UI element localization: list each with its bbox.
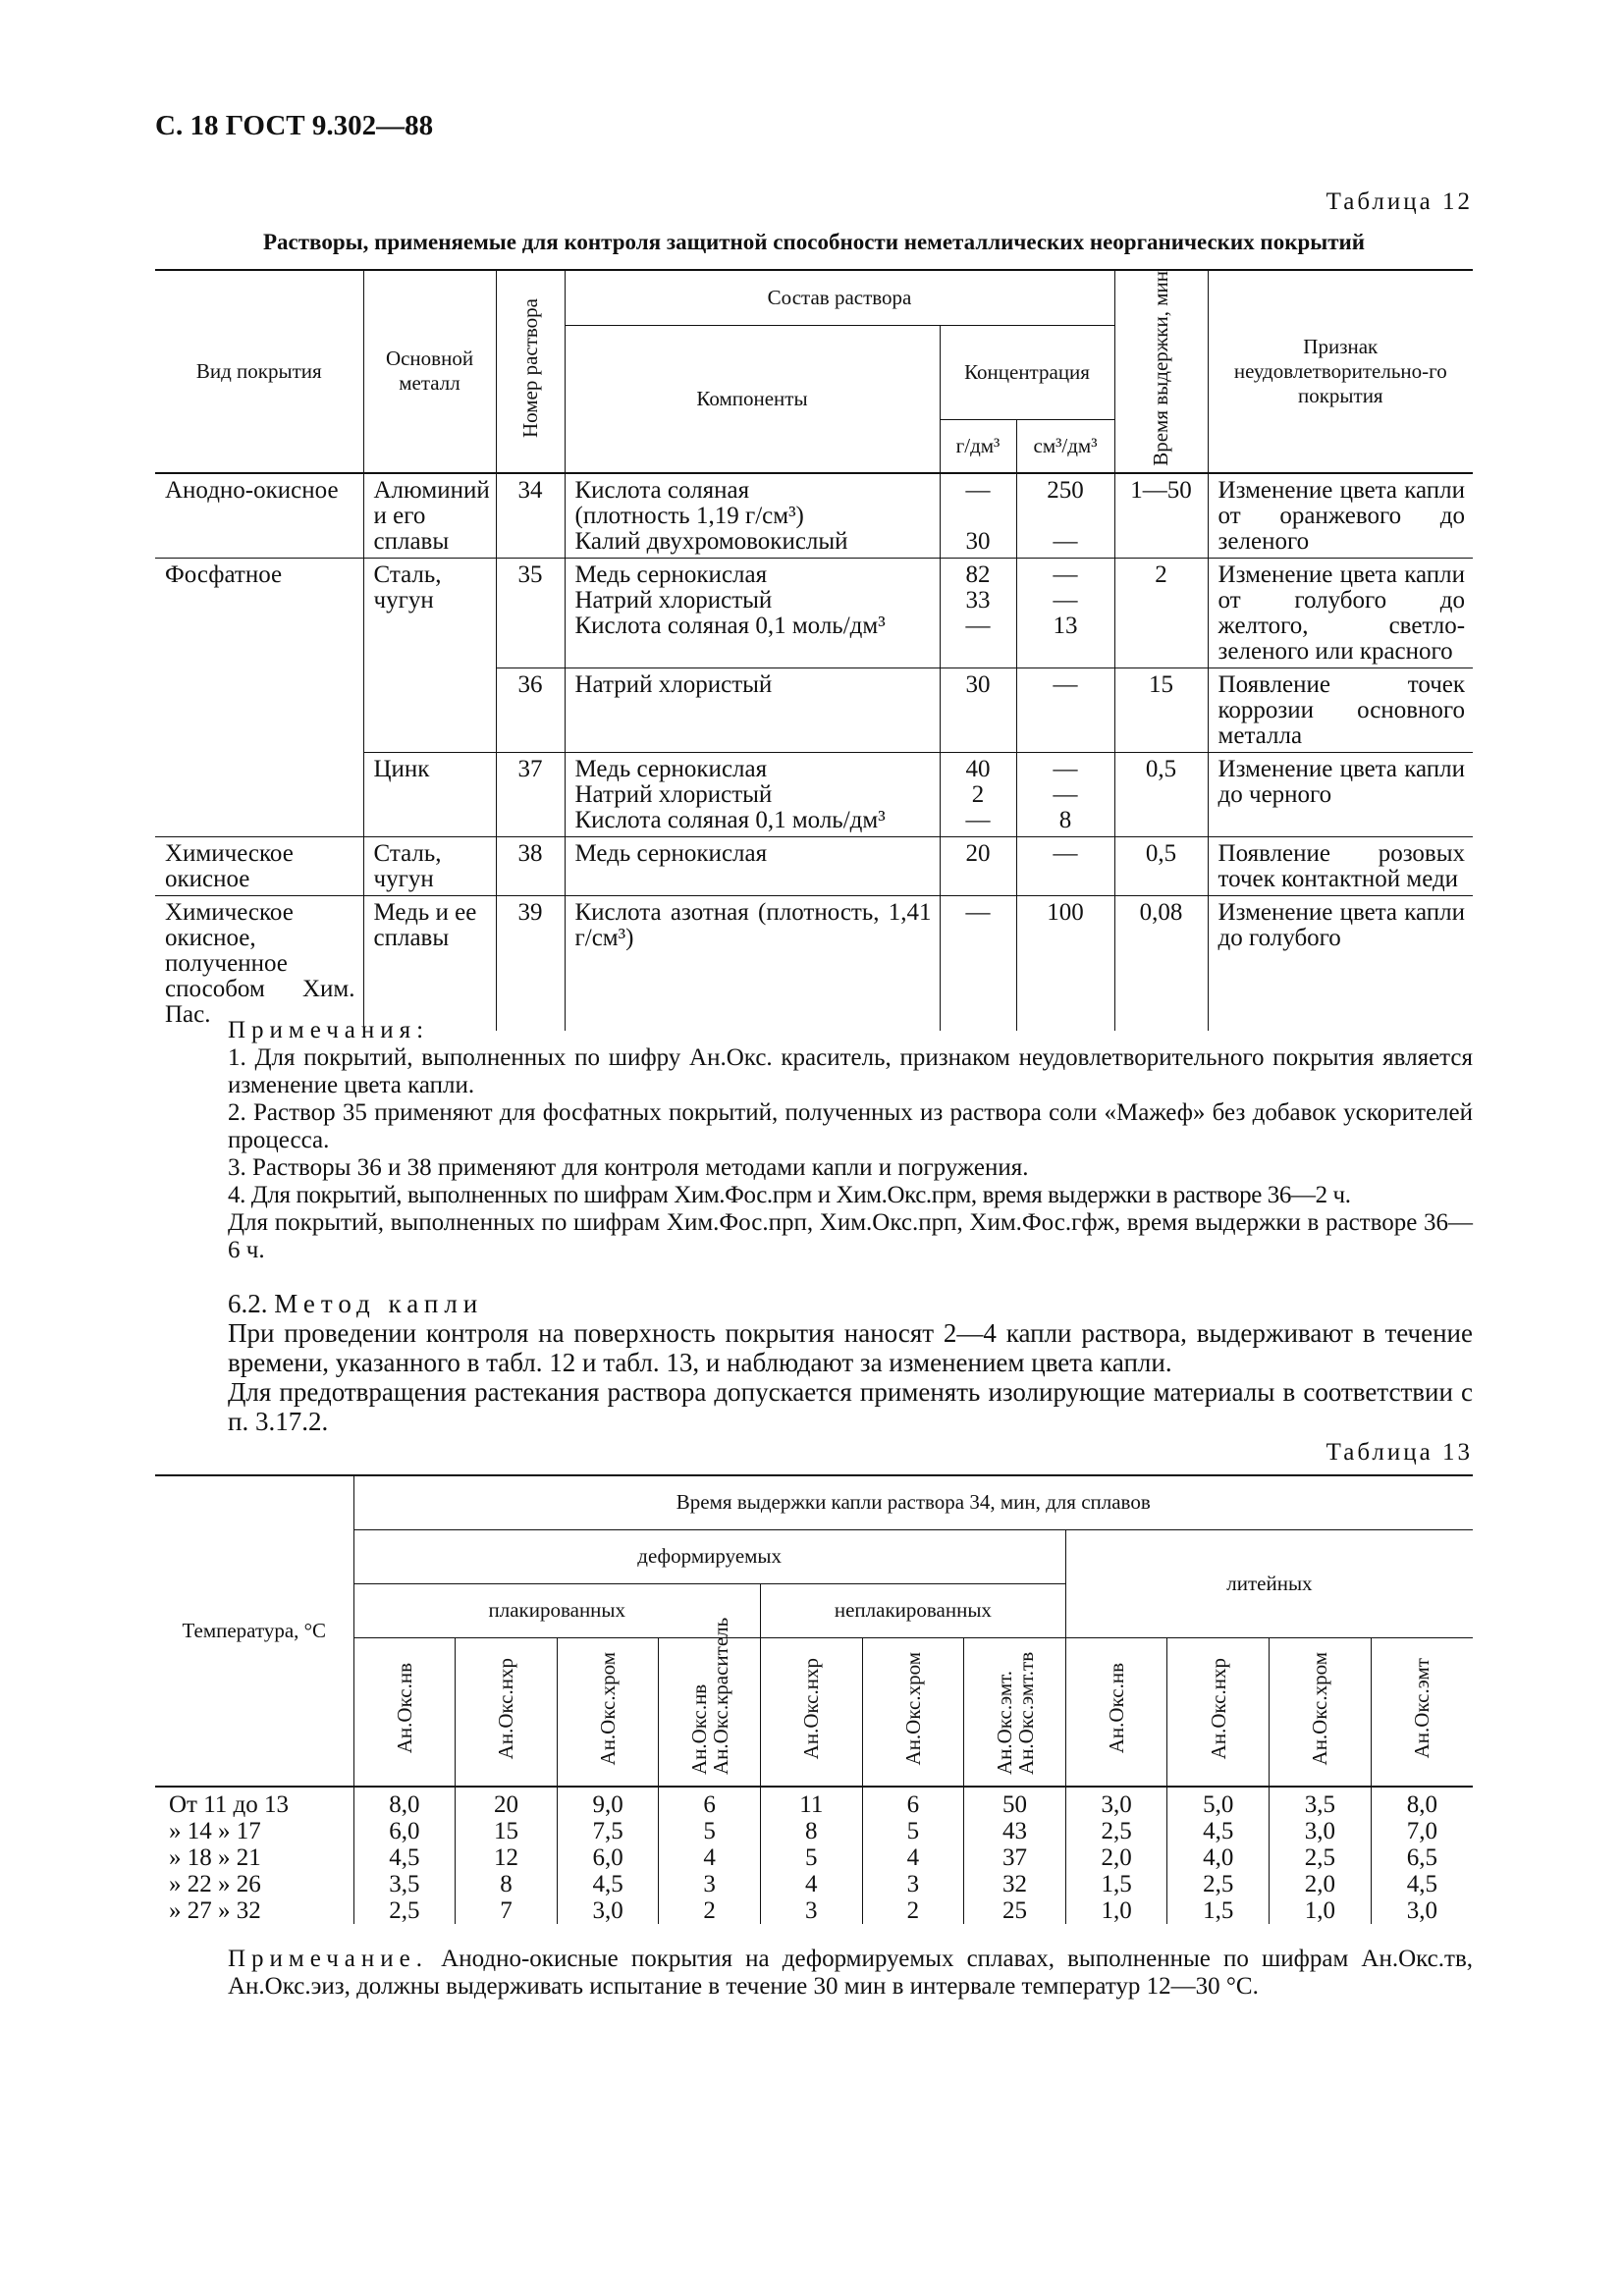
time-cell: 0,08 (1114, 895, 1208, 1031)
value-cell: 5 (659, 1818, 761, 1844)
value-cell: 5 (760, 1844, 862, 1871)
value-cell: 8 (456, 1871, 558, 1897)
g-cell: 20 (940, 836, 1016, 895)
page-header: С. 18 ГОСТ 9.302—88 (155, 110, 434, 141)
th-unclad: неплакированных (760, 1583, 1065, 1637)
ml-cell: 250 — (1016, 473, 1114, 559)
value-cell: 2,5 (1167, 1871, 1270, 1897)
notes (155, 1017, 1473, 1264)
table-13-label: Таблица 13 (1325, 1439, 1473, 1466)
no-cell: 35 (496, 558, 565, 667)
value-cell: 6,5 (1371, 1844, 1473, 1871)
components-cell: Натрий хлористый (565, 667, 940, 752)
value-cell: 8,0 (1371, 1787, 1473, 1818)
th-col-2: Ан.Окс.нхр (456, 1637, 558, 1787)
coating-cell: Химическое окисное (155, 836, 363, 895)
th-clad: плакированных (353, 1583, 760, 1637)
components-cell: Медь сернокислая (565, 836, 940, 895)
final-note-text: Анодно-окисные покрытия на деформируемых сплавах, выполненные по шифрам Ан.Окс.тв, Ан.Окс.эиз, должны выдерживать испытание в течение 30 мин в интервале температур 12—30 °С. (228, 1946, 1474, 2000)
coating-cell: Химическое окисное, полученное способом Хим. Пас. (155, 895, 363, 1031)
value-cell: 4,0 (1167, 1844, 1270, 1871)
notes-title: Примечания: (228, 1017, 430, 1043)
value-cell: 15 (456, 1818, 558, 1844)
temp-cell: » 27 » 32 (155, 1897, 353, 1924)
value-cell: 3 (760, 1897, 862, 1924)
value-cell: 1,0 (1270, 1897, 1372, 1924)
value-cell: 3 (862, 1871, 964, 1897)
section-para-1: При проведении контроля на поверхность покрытия наносят 2—4 капли раствора, выдерживают в течение времени, указанного в табл. 12 и табл. 13, и наблюдают за изменением цвета капли. (228, 1318, 1473, 1377)
components-cell: Кислота соляная (плотность 1,19 г/см³) Калий двухромовокислый (565, 473, 940, 559)
g-cell: 30 (940, 667, 1016, 752)
time-cell: 0,5 (1114, 836, 1208, 895)
th-col-6: Ан.Окс.хром (862, 1637, 964, 1787)
th-solution-no: Номер раствора (496, 270, 565, 473)
note-4: 4. Для покрытий, выполненных по шифрам Хим.Фос.прм и Хим.Окс.прм, время выдержки в растворе 36—2 ч. (228, 1182, 1351, 1208)
table-12 (155, 269, 1473, 1031)
no-cell: 38 (496, 836, 565, 895)
th-components: Компоненты (565, 325, 940, 473)
table-13 (155, 1474, 1473, 1924)
sign-cell: Изменение цвета капли от голубого до желтого, светло-зеленого или красного (1208, 558, 1473, 667)
th-col-10: Ан.Окс.хром (1270, 1637, 1372, 1787)
th-col-8: Ан.Окс.нв (1065, 1637, 1167, 1787)
table-12-title: Растворы, применяемые для контроля защитной способности неметаллических неорганических покрытий (263, 230, 1365, 254)
ml-cell: 100 (1016, 895, 1114, 1031)
note-4b: Для покрытий, выполненных по шифрам Хим.Фос.прп, Хим.Окс.прп, Хим.Фос.гфж, время выдержки в растворе 36—6 ч. (228, 1209, 1473, 1263)
value-cell: 2 (862, 1897, 964, 1924)
sign-cell: Изменение цвета капли до черного (1208, 752, 1473, 836)
time-cell: 0,5 (1114, 752, 1208, 836)
value-cell: 4 (659, 1844, 761, 1871)
value-cell: 3,0 (1065, 1787, 1167, 1818)
th-col-11: Ан.Окс.эмт (1371, 1637, 1473, 1787)
th-deformable: деформируемых (353, 1529, 1065, 1583)
g-cell: — 30 (940, 473, 1016, 559)
th-temperature: Температура, °С (155, 1475, 353, 1787)
th-col-1: Ан.Окс.нв (353, 1637, 456, 1787)
table-row (155, 1787, 1473, 1818)
value-cell: 3 (659, 1871, 761, 1897)
metal-cell: Цинк (363, 752, 496, 836)
final-note-lead: Примечание. (228, 1946, 429, 1972)
value-cell: 7,0 (1371, 1818, 1473, 1844)
th-cm3-dm3: см³/дм³ (1016, 420, 1114, 473)
table-row (155, 1897, 1473, 1924)
no-cell: 37 (496, 752, 565, 836)
table-row (155, 895, 1473, 1031)
value-cell: 6 (862, 1787, 964, 1818)
value-cell: 2,0 (1065, 1844, 1167, 1871)
th-col-9: Ан.Окс.нхр (1167, 1637, 1270, 1787)
note-1: 1. Для покрытий, выполненных по шифру Ан.Окс. краситель, признаком неудовлетворительного покрытия является изменение цвета капли. (228, 1044, 1473, 1098)
value-cell: 7,5 (557, 1818, 659, 1844)
time-cell: 15 (1114, 667, 1208, 752)
time-cell: 2 (1114, 558, 1208, 667)
table-row (155, 836, 1473, 895)
table-row (155, 1818, 1473, 1844)
value-cell: 6,0 (353, 1818, 456, 1844)
coating-cell: Анодно-окисное (155, 473, 363, 559)
section-heading (155, 1289, 1473, 1318)
metal-cell: Сталь, чугун (363, 836, 496, 895)
th-col-7: Ан.Окс.эмт. Ан.Окс.эмт.тв (964, 1637, 1066, 1787)
sign-cell: Появление розовых точек контактной меди (1208, 836, 1473, 895)
value-cell: 2,5 (1065, 1818, 1167, 1844)
ml-cell: — (1016, 836, 1114, 895)
final-note (155, 1946, 1473, 2001)
value-cell: 3,5 (1270, 1787, 1372, 1818)
ml-cell: — (1016, 667, 1114, 752)
th-sign: Признак неудовлетворительно-го покрытия (1208, 270, 1473, 473)
value-cell: 5,0 (1167, 1787, 1270, 1818)
coating-cell: Фосфатное (155, 558, 363, 752)
note-2: 2. Раствор 35 применяют для фосфатных покрытий, полученных из раствора соли «Мажеф» без добавок ускорителей процесса. (228, 1099, 1473, 1153)
ml-cell: — — 8 (1016, 752, 1114, 836)
value-cell: 3,0 (1371, 1897, 1473, 1924)
value-cell: 6 (659, 1787, 761, 1818)
temp-cell: От 11 до 13 (155, 1787, 353, 1818)
sign-cell: Изменение цвета капли до голубого (1208, 895, 1473, 1031)
value-cell: 8 (760, 1818, 862, 1844)
th-col-4: Ан.Окс.нв Ан.Окс.краситель (659, 1637, 761, 1787)
th-concentration: Концентрация (940, 325, 1114, 420)
no-cell: 39 (496, 895, 565, 1031)
components-cell: Кислота азотная (плотность, 1,41 г/см³) (565, 895, 940, 1031)
value-cell: 1,5 (1065, 1871, 1167, 1897)
table-row (155, 473, 1473, 559)
table-row (155, 1844, 1473, 1871)
ml-cell: — — 13 (1016, 558, 1114, 667)
value-cell: 1,5 (1167, 1897, 1270, 1924)
th-col-3: Ан.Окс.хром (557, 1637, 659, 1787)
value-cell: 2,5 (1270, 1844, 1372, 1871)
th-hold-time: Время выдержки, мин (1114, 270, 1208, 473)
value-cell: 11 (760, 1787, 862, 1818)
value-cell: 32 (964, 1871, 1066, 1897)
sign-cell: Появление точек коррозии основного металла (1208, 667, 1473, 752)
components-cell: Медь сернокислая Натрий хлористый Кислота соляная 0,1 моль/дм³ (565, 752, 940, 836)
th-g-dm3: г/дм³ (940, 420, 1016, 473)
no-cell: 34 (496, 473, 565, 559)
value-cell: 2 (659, 1897, 761, 1924)
th-hold-time: Время выдержки капли раствора 34, мин, для сплавов (353, 1475, 1473, 1529)
value-cell: 25 (964, 1897, 1066, 1924)
value-cell: 37 (964, 1844, 1066, 1871)
components-cell: Медь сернокислая Натрий хлористый Кислота соляная 0,1 моль/дм³ (565, 558, 940, 667)
table-row (155, 752, 1473, 836)
metal-cell: Алюминий и его сплавы (363, 473, 496, 559)
value-cell: 4,5 (557, 1871, 659, 1897)
value-cell: 4,5 (1167, 1818, 1270, 1844)
value-cell: 4,5 (1371, 1871, 1473, 1897)
th-col-5: Ан.Окс.нхр (760, 1637, 862, 1787)
temp-cell: » 22 » 26 (155, 1871, 353, 1897)
value-cell: 2,0 (1270, 1871, 1372, 1897)
table-12-label: Таблица 12 (1325, 188, 1473, 215)
value-cell: 8,0 (353, 1787, 456, 1818)
value-cell: 3,5 (353, 1871, 456, 1897)
value-cell: 20 (456, 1787, 558, 1818)
temp-cell: » 14 » 17 (155, 1818, 353, 1844)
g-cell: 82 33 — (940, 558, 1016, 667)
value-cell: 2,5 (353, 1897, 456, 1924)
th-composition: Состав раствора (565, 270, 1114, 325)
value-cell: 3,0 (557, 1897, 659, 1924)
coating-cell (155, 752, 363, 836)
th-coating-type: Вид покрытия (155, 270, 363, 473)
metal-cell: Сталь, чугун (363, 558, 496, 752)
g-cell: — (940, 895, 1016, 1031)
table-row (155, 558, 1473, 667)
th-cast: литейных (1065, 1529, 1473, 1637)
value-cell: 6,0 (557, 1844, 659, 1871)
g-cell: 40 2 — (940, 752, 1016, 836)
section-number: 6.2. (228, 1289, 268, 1318)
value-cell: 7 (456, 1897, 558, 1924)
value-cell: 12 (456, 1844, 558, 1871)
section-title: Метод капли (274, 1289, 484, 1318)
table-row (155, 1871, 1473, 1897)
value-cell: 1,0 (1065, 1897, 1167, 1924)
temp-cell: » 18 » 21 (155, 1844, 353, 1871)
value-cell: 5 (862, 1818, 964, 1844)
value-cell: 4 (862, 1844, 964, 1871)
value-cell: 3,0 (1270, 1818, 1372, 1844)
th-base-metal: Основной металл (363, 270, 496, 473)
section-6-2 (155, 1289, 1473, 1436)
value-cell: 4,5 (353, 1844, 456, 1871)
no-cell: 36 (496, 667, 565, 752)
value-cell: 9,0 (557, 1787, 659, 1818)
sign-cell: Изменение цвета капли от оранжевого до зеленого (1208, 473, 1473, 559)
metal-cell: Медь и ее сплавы (363, 895, 496, 1031)
note-3: 3. Растворы 36 и 38 применяют для контроля методами капли и погружения. (228, 1154, 1029, 1181)
time-cell: 1—50 (1114, 473, 1208, 559)
value-cell: 43 (964, 1818, 1066, 1844)
value-cell: 4 (760, 1871, 862, 1897)
value-cell: 50 (964, 1787, 1066, 1818)
section-para-2: Для предотвращения растекания раствора допускается применять изолирующие материалы в соответствии с п. 3.17.2. (228, 1377, 1473, 1436)
